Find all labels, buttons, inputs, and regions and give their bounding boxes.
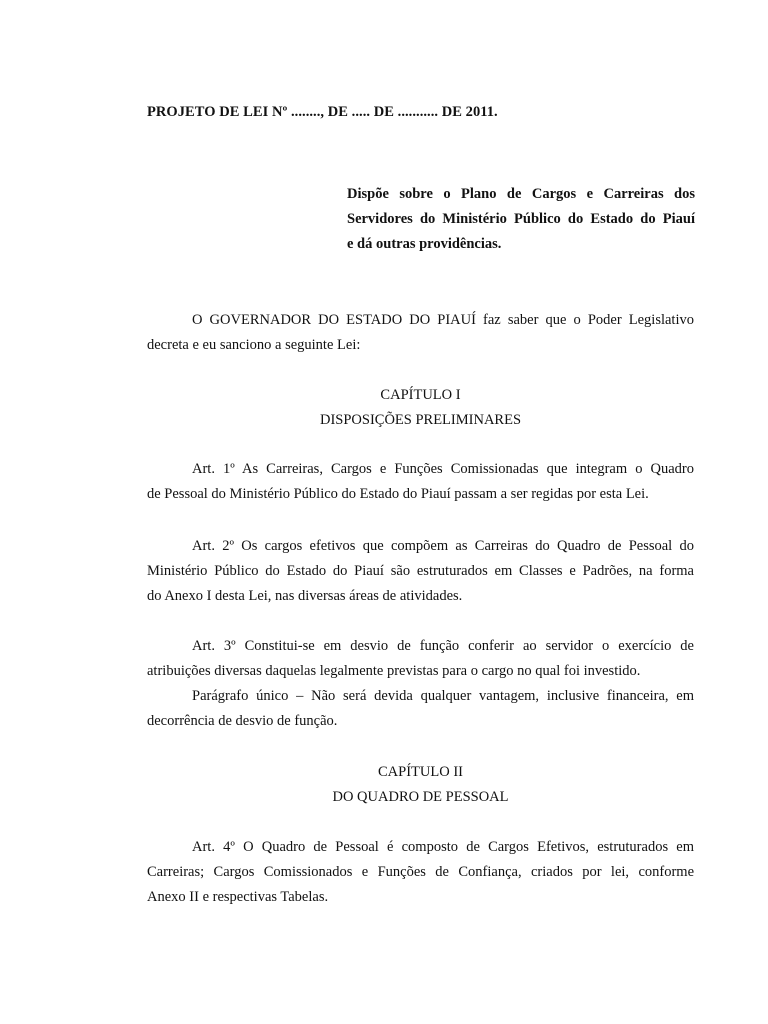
article-line: Ministério Público do Estado do Piauí são estruturados em Classes e Padrões, na forma bbox=[147, 563, 694, 579]
article-line: do Anexo I desta Lei, nas diversas áreas de atividades. bbox=[147, 588, 463, 604]
preamble-line: decreta e eu sanciono a seguinte Lei: bbox=[147, 337, 361, 353]
article-1 bbox=[147, 457, 694, 507]
article-line: de Pessoal do Ministério Público do Estado do Piauí passam a ser regidas por esta Lei. bbox=[147, 486, 649, 502]
bill-title: PROJETO DE LEI Nº ........, DE ..... DE ........... DE 2011. bbox=[147, 104, 498, 120]
article-line: Art. 2º Os cargos efetivos que compõem as Carreiras do Quadro de Pessoal do bbox=[192, 538, 694, 554]
article-line: Art. 3º Constitui-se em desvio de função conferir ao servidor o exercício de bbox=[192, 638, 694, 654]
article-line: Anexo II e respectivas Tabelas. bbox=[147, 889, 329, 905]
ementa-line: e dá outras providências. bbox=[347, 236, 502, 252]
chapter-title: CAPÍTULO II bbox=[378, 764, 463, 780]
paragraph-unico-line: decorrência de desvio de função. bbox=[147, 713, 338, 729]
article-4 bbox=[147, 835, 694, 910]
chapter-1-heading bbox=[147, 383, 694, 433]
ementa-line: Dispõe sobre o Plano de Cargos e Carreiras dos bbox=[347, 186, 695, 202]
chapter-title: CAPÍTULO I bbox=[380, 387, 461, 403]
ementa-line: Servidores do Ministério Público do Estado do Piauí bbox=[347, 211, 695, 227]
article-line: Carreiras; Cargos Comissionados e Funções de Confiança, criados por lei, conforme bbox=[147, 864, 694, 880]
chapter-2-heading bbox=[147, 760, 694, 810]
article-line: atribuições diversas daquelas legalmente previstas para o cargo no qual foi investido. bbox=[147, 663, 641, 679]
article-2 bbox=[147, 534, 694, 609]
article-3 bbox=[147, 634, 694, 734]
article-line: Art. 4º O Quadro de Pessoal é composto de Cargos Efetivos, estruturados em bbox=[192, 839, 694, 855]
preamble-line: O GOVERNADOR DO ESTADO DO PIAUÍ faz saber que o Poder Legislativo bbox=[192, 312, 694, 328]
ementa-summary bbox=[347, 182, 695, 257]
article-line: Art. 1º As Carreiras, Cargos e Funções Comissionadas que integram o Quadro bbox=[192, 461, 694, 477]
chapter-subtitle: DISPOSIÇÕES PRELIMINARES bbox=[319, 412, 522, 428]
paragraph-unico-line: Parágrafo único – Não será devida qualquer vantagem, inclusive financeira, em bbox=[192, 688, 694, 704]
chapter-subtitle: DO QUADRO DE PESSOAL bbox=[332, 789, 509, 805]
preamble-paragraph bbox=[147, 308, 694, 358]
